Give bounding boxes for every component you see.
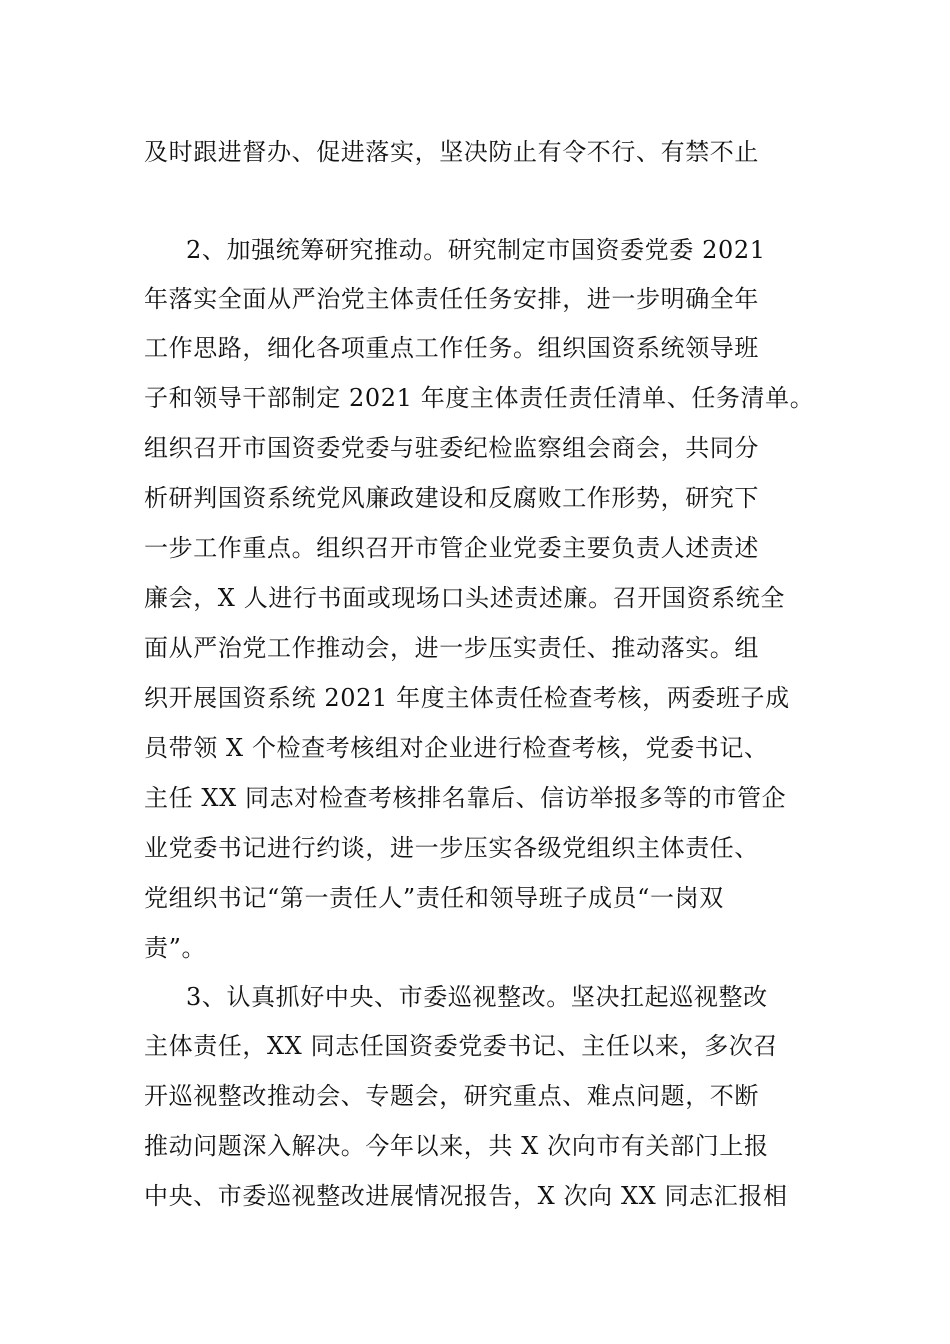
text-line: 一步工作重点。组织召开市管企业党委主要负责人述责述 (144, 534, 759, 562)
paragraph-3-heading-line: 3、认真抓好中央、市委巡视整改。坚决扛起巡视整改 (186, 983, 768, 1011)
text-line: 及时跟进督办、促进落实，坚决防止有令不行、有禁不止 (144, 138, 759, 166)
text-line: 推动问题深入解决。今年以来，共 X 次向市有关部门上报 (144, 1132, 769, 1160)
text-line: 业党委书记进行约谈，进一步压实各级党组织主体责任、 (144, 834, 759, 862)
text-line: 主体责任，XX 同志任国资委党委书记、主任以来，多次召 (144, 1032, 778, 1060)
text-line: 子和领导干部制定 2021 年度主体责任责任清单、任务清单。 (144, 384, 815, 412)
paragraph-2-heading-line: 2、加强统筹研究推动。研究制定市国资委党委 2021 (186, 236, 766, 264)
text-line: 中央、市委巡视整改进展情况报告，X 次向 XX 同志汇报相 (144, 1182, 788, 1210)
text-line: 主任 XX 同志对检查考核排名靠后、信访举报多等的市管企 (144, 784, 787, 812)
text-line: 党组织书记“第一责任人”责任和领导班子成员“一岗双 (144, 884, 724, 912)
text-line: 员带领 X 个检查考核组对企业进行检查考核，党委书记、 (144, 734, 769, 762)
text-line: 面从严治党工作推动会，进一步压实责任、推动落实。组 (144, 634, 759, 662)
text-line: 析研判国资系统党风廉政建设和反腐败工作形势，研究下 (144, 484, 759, 512)
text-line: 织开展国资系统 2021 年度主体责任检查考核，两委班子成 (144, 684, 790, 712)
text-line: 组织召开市国资委党委与驻委纪检监察组会商会，共同分 (144, 434, 759, 462)
text-line: 开巡视整改推动会、专题会，研究重点、难点问题，不断 (144, 1082, 759, 1110)
text-line: 工作思路，细化各项重点工作任务。组织国资系统领导班 (144, 334, 759, 362)
text-line: 年落实全面从严治党主体责任任务安排，进一步明确全年 (144, 285, 759, 313)
text-line: 廉会，X 人进行书面或现场口头述责述廉。召开国资系统全 (144, 584, 785, 612)
text-line: 责”。 (144, 934, 207, 962)
